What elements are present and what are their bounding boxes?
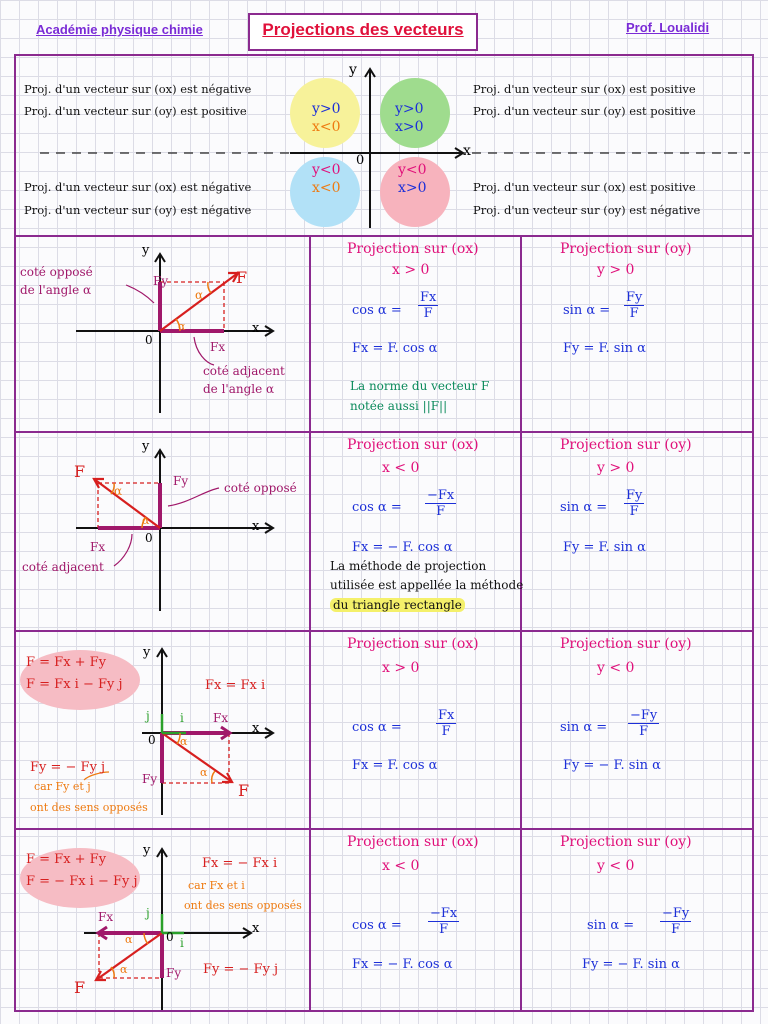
- row4-alpha-bottom: α: [120, 963, 128, 976]
- q1-y-sign: y>0: [395, 101, 424, 117]
- q1-text-1: Proj. d'un vecteur sur (ox) est positive: [473, 82, 696, 96]
- row3-eq2: F = Fx i − Fy j: [26, 677, 123, 692]
- row4-alpha-top: α: [125, 933, 133, 946]
- row2-oy-result: Fy = F. sin α: [563, 540, 646, 555]
- row3-note-1: car Fy et j: [34, 780, 91, 793]
- row3-oy-title: Projection sur (oy): [560, 636, 692, 652]
- row3-eq4: Fy = − Fy j: [30, 760, 106, 775]
- col-divider-2: [520, 235, 522, 1012]
- row4-eq4: Fy = − Fy j: [203, 962, 279, 977]
- row2-alpha-bottom: α: [142, 514, 150, 527]
- q4-text-2: Proj. d'un vecteur sur (oy) est négative: [473, 203, 701, 217]
- q2-text-2: Proj. d'un vecteur sur (oy) est positive: [24, 104, 247, 118]
- row2-ox-note-1: La méthode de projection: [330, 559, 487, 573]
- row3-eq1: F = Fx + Fy: [26, 655, 107, 670]
- row3-origin: 0: [148, 733, 156, 747]
- row4-ox-lhs: cos α =: [352, 918, 402, 933]
- row2-Fx: Fx: [90, 540, 106, 554]
- row4-oy-lhs: sin α =: [587, 918, 635, 933]
- row2-note-adjacent: coté adjacent: [22, 560, 104, 574]
- row2-note-opposite: coté opposé: [224, 481, 297, 495]
- row4-oy-fraction: $\frac{-Fy}{F}$: [662, 906, 690, 937]
- q3-y-sign: y<0: [312, 162, 341, 178]
- page-title: Projections des vecteurs: [262, 20, 464, 39]
- q3-x-sign: x<0: [312, 180, 341, 196]
- row2-vector-F: F: [74, 462, 86, 481]
- q1-text-2: Proj. d'un vecteur sur (oy) est positive: [473, 104, 696, 118]
- row4-vector-F: F: [74, 978, 86, 997]
- row1-oy-result: Fy = F. sin α: [563, 341, 646, 356]
- row4-eq3: Fx = − Fx i: [202, 856, 278, 871]
- row1-note-opposite: coté opposé: [20, 265, 93, 279]
- row1-alpha-top: α: [195, 288, 204, 302]
- row4-oy-title: Projection sur (oy): [560, 834, 692, 850]
- row1-ox-sign: x > 0: [392, 262, 430, 278]
- row4-ox-sign: x < 0: [382, 858, 420, 874]
- row4-eq1: F = Fx + Fy: [26, 852, 107, 867]
- row4-axis-x: x: [252, 921, 260, 936]
- axis-label-y: y: [349, 62, 357, 78]
- row1-oy-title: Projection sur (oy): [560, 241, 692, 257]
- row2-axis-x: x: [252, 519, 260, 534]
- q1-x-sign: x>0: [395, 119, 424, 135]
- q3-text-2: Proj. d'un vecteur sur (oy) est négative: [24, 203, 252, 217]
- row3-ox-lhs: cos α =: [352, 720, 402, 735]
- row2-ox-lhs: cos α =: [352, 500, 402, 515]
- row1-note-adjacent: coté adjacent: [203, 364, 285, 378]
- row4-i: i: [180, 936, 184, 950]
- row1-oy-lhs: sin α =: [563, 303, 611, 318]
- row4-note-2: ont des sens opposés: [184, 899, 302, 912]
- row1-oy-fraction: $\frac{Fy}{F}$: [626, 290, 643, 321]
- q2-text-1: Proj. d'un vecteur sur (ox) est négative: [24, 82, 252, 96]
- row1-Fy: Fy: [153, 274, 169, 288]
- row3-alpha-bottom: α: [200, 766, 208, 779]
- row2-oy-sign: y > 0: [597, 460, 635, 476]
- row1-alpha-bottom: α: [178, 320, 186, 333]
- row1-ox-note-1: La norme du vecteur F: [350, 379, 490, 393]
- row4-Fy: Fy: [166, 966, 182, 980]
- row2-diagram: [14, 431, 314, 631]
- q2-y-sign: y>0: [312, 101, 341, 117]
- row2-ox-note-2: utilisée est appellée la méthode: [330, 578, 524, 592]
- q4-text-1: Proj. d'un vecteur sur (ox) est positive: [473, 180, 696, 194]
- row1-axis-y: y: [142, 243, 150, 258]
- row2-Fy: Fy: [173, 474, 189, 488]
- row1-axis-x: x: [252, 321, 260, 336]
- row3-Fx: Fx: [213, 711, 229, 725]
- row3-ox-fraction: $\frac{Fx}{F}$: [438, 708, 455, 739]
- row1-note-opposite-2: de l'angle α: [20, 283, 92, 297]
- row4-Fx: Fx: [98, 910, 114, 924]
- row3-vector-F: F: [238, 781, 250, 800]
- row3-note-2: ont des sens opposés: [30, 801, 148, 814]
- row4-origin: 0: [166, 930, 174, 944]
- row4-note-1: car Fx et i: [188, 879, 245, 892]
- q4-y-sign: y<0: [398, 162, 427, 178]
- row1-oy-sign: y > 0: [597, 262, 635, 278]
- row2-ox-title: Projection sur (ox): [347, 437, 479, 453]
- row3-eq3: Fx = Fx i: [205, 678, 266, 693]
- row1-ox-note-2: notée aussi ||F||: [350, 399, 448, 413]
- row4-ox-result: Fx = − F. cos α: [352, 957, 453, 972]
- origin-label: 0: [356, 153, 365, 168]
- row2-ox-note-3: du triangle rectangle: [330, 598, 465, 612]
- row4-oy-sign: y < 0: [597, 858, 635, 874]
- row4-eq2: F = − Fx i − Fy j: [26, 874, 138, 889]
- author-name: Prof. Loualidi: [626, 20, 710, 35]
- row2-ox-sign: x < 0: [382, 460, 420, 476]
- row1-note-adjacent-2: de l'angle α: [203, 382, 275, 396]
- row1-vector-F: F: [236, 268, 248, 287]
- row3-Fy: Fy: [142, 772, 158, 786]
- q2-x-sign: x<0: [312, 119, 341, 135]
- row3-i: i: [180, 711, 184, 725]
- row1-ox-lhs: cos α =: [352, 303, 402, 318]
- row3-axis-y: y: [143, 645, 151, 660]
- row4-ox-title: Projection sur (ox): [347, 834, 479, 850]
- row4-axis-y: y: [143, 843, 151, 858]
- row1-origin: 0: [145, 333, 153, 347]
- row3-ox-sign: x > 0: [382, 660, 420, 676]
- row2-alpha-top: α: [114, 484, 123, 498]
- row3-axis-x: x: [252, 721, 260, 736]
- row2-axis-y: y: [142, 439, 150, 454]
- row1-ox-fraction: $\frac{Fx}{F}$: [420, 290, 437, 321]
- row4-j: j: [146, 906, 150, 920]
- row2-oy-lhs: sin α =: [560, 500, 608, 515]
- row3-oy-fraction: $\frac{-Fy}{F}$: [630, 708, 658, 739]
- row2-origin: 0: [145, 531, 153, 545]
- row1-Fx: Fx: [210, 340, 226, 354]
- row2-ox-fraction: $\frac{-Fx}{F}$: [427, 488, 455, 519]
- row3-oy-lhs: sin α =: [560, 720, 608, 735]
- row1-ox-title: Projection sur (ox): [347, 241, 479, 257]
- row2-ox-result: Fx = − F. cos α: [352, 540, 453, 555]
- row3-ox-title: Projection sur (ox): [347, 636, 479, 652]
- row3-j: j: [146, 709, 150, 723]
- row4-oy-result: Fy = − F. sin α: [582, 957, 680, 972]
- axis-label-x: x: [463, 143, 471, 159]
- row1-ox-result: Fx = F. cos α: [352, 341, 438, 356]
- row2-oy-fraction: $\frac{Fy}{F}$: [626, 488, 643, 519]
- q4-x-sign: x>0: [398, 180, 427, 196]
- row4-ox-fraction: $\frac{-Fx}{F}$: [430, 906, 458, 937]
- row3-ox-result: Fx = F. cos α: [352, 758, 438, 773]
- row3-alpha-top: α: [180, 735, 188, 748]
- q3-text-1: Proj. d'un vecteur sur (ox) est négative: [24, 180, 252, 194]
- row3-oy-sign: y < 0: [597, 660, 635, 676]
- row3-oy-result: Fy = − F. sin α: [563, 758, 661, 773]
- school-name: Académie physique chimie: [36, 22, 203, 37]
- row2-oy-title: Projection sur (oy): [560, 437, 692, 453]
